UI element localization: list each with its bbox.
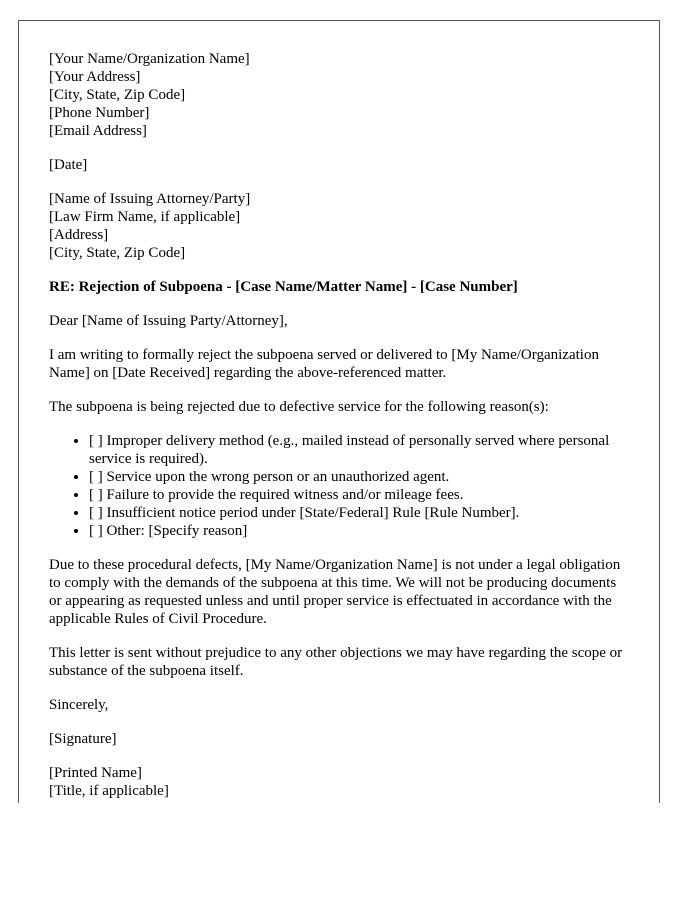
recipient-name: [Name of Issuing Attorney/Party] (49, 191, 251, 207)
closing: Sincerely, (49, 697, 109, 713)
sender-phone: [Phone Number] (49, 105, 150, 121)
list-item: • [ ] Other: [Specify reason] (89, 522, 629, 540)
reason-intro-paragraph: The subpoena is being rejected due to defective service for the following reason(s): (49, 399, 549, 415)
letter-date: [Date] (49, 157, 88, 173)
salutation: Dear [Name of Issuing Party/Attorney], (49, 313, 288, 329)
consequence-paragraph: Due to these procedural defects, [My Name/Organization Name] is not under a legal obligation to comply with the demands of the subpoena at this time. We will not be producing documents or appearing as requested unless and until proper service is effectuated in accordance with the applicable Rules of Civil Procedure. (49, 557, 621, 627)
intro-paragraph: I am writing to formally reject the subpoena served or delivered to [My Name/Organization Name] on [Date Received] regarding the above-referenced matter. (49, 347, 599, 381)
sender-email: [Email Address] (49, 123, 147, 139)
signature: [Signature] (49, 731, 117, 747)
recipient-address: [Address] (49, 227, 109, 243)
subject-line: RE: Rejection of Subpoena - [Case Name/Matter Name] - [Case Number] (49, 279, 518, 295)
list-item: • [ ] Failure to provide the required witness and/or mileage fees. (89, 486, 629, 504)
recipient-block (49, 190, 629, 262)
printed-block (49, 764, 629, 800)
list-item: • [ ] Service upon the wrong person or an unauthorized agent. (89, 468, 629, 486)
list-item: • [ ] Improper delivery method (e.g., mailed instead of personally served where personal service is required). (89, 432, 629, 468)
sender-block (49, 50, 629, 140)
recipient-city-state-zip: [City, State, Zip Code] (49, 245, 186, 261)
sender-name: [Your Name/Organization Name] (49, 51, 250, 67)
sender-address: [Your Address] (49, 69, 141, 85)
recipient-firm: [Law Firm Name, if applicable] (49, 209, 241, 225)
printed-title: [Title, if applicable] (49, 783, 169, 799)
reservation-paragraph: This letter is sent without prejudice to any other objections we may have regarding the scope or substance of the subpoena itself. (49, 645, 623, 679)
list-item: • [ ] Insufficient notice period under [State/Federal] Rule [Rule Number]. (89, 504, 629, 522)
sender-city-state-zip: [City, State, Zip Code] (49, 87, 186, 103)
reasons-list (49, 432, 629, 540)
letter-page (18, 20, 660, 803)
printed-name: [Printed Name] (49, 765, 142, 781)
